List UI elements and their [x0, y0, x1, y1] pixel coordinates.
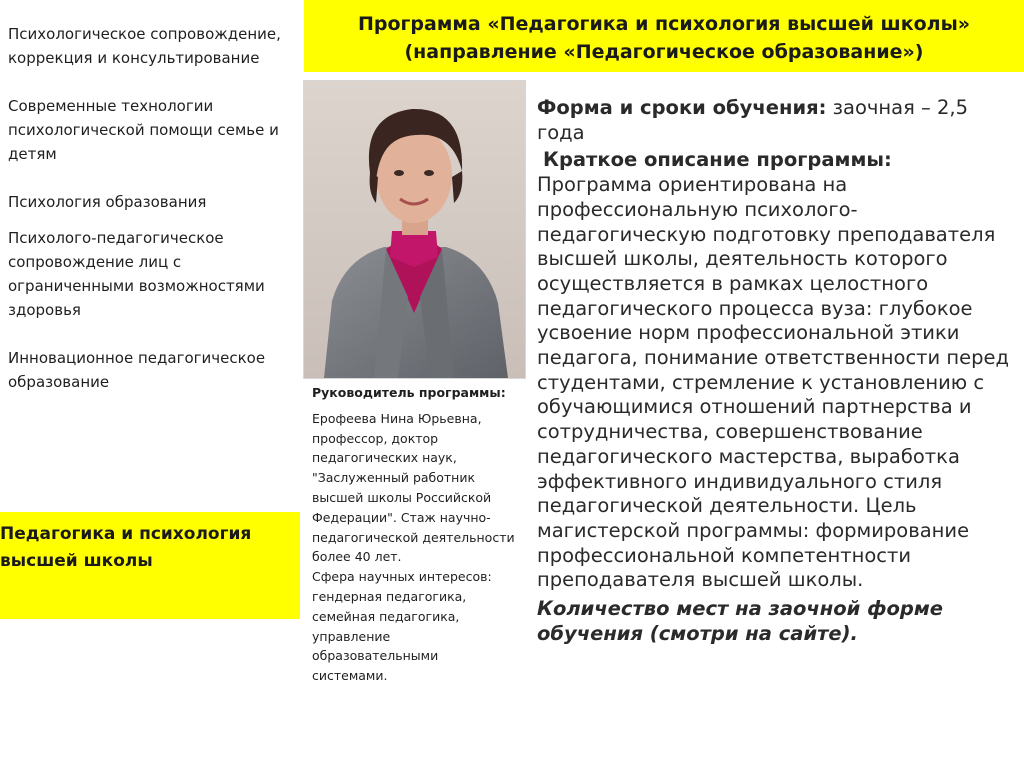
program-head-interests: Сфера научных интересов: гендерная педагогика, семейная педагогика, управление образовательными системами. — [312, 569, 492, 684]
seats-note: Количество мест на заочной форме обучения (смотри на сайте). — [537, 597, 943, 645]
program-list-item: Инновационное педагогическое образование — [8, 349, 266, 391]
current-program-highlight — [0, 512, 300, 619]
program-description — [537, 96, 1015, 646]
study-form — [537, 96, 1015, 145]
program-list-item: Психолого-педагогическое сопровождение лиц с ограниченными возможностями здоровья — [8, 229, 265, 319]
program-list-item: Психология образования — [8, 193, 207, 211]
program-list-item: Психологическое сопровождение, коррекция и консультирование — [8, 25, 281, 67]
program-head-info — [312, 383, 517, 686]
study-form-label: Форма и сроки обучения: — [537, 96, 827, 119]
program-list — [8, 22, 296, 418]
program-head-bio: Ерофеева Нина Юрьевна, профессор, доктор педагогических наук, "Заслуженный работник высшей школы Российской Федерации". Стаж научно-педагогической деятельности более 40 лет. — [312, 410, 515, 565]
study-form-value: заочная – 2,5 года — [537, 96, 968, 144]
program-list-item: Современные технологии психологической помощи семье и детям — [8, 97, 279, 163]
title-line-direction: (направление «Педагогическое образование») — [404, 41, 924, 63]
current-program-label: Педагогика и психология высшей школы — [0, 524, 252, 571]
description-text: Программа ориентирована на профессиональную психолого-педагогическую подготовку преподавателя высшей школы, деятельность которого осуществляется в рамках целостного педагогического процесса вуза: глубокое усвоение норм профессиональной этики педагога, понимание ответственности перед студентами, стремление к установлению с обучающимися отношений партнерства и сотрудничества, совершенствование педагогического мастерства, выработка эффективного индивидуального стиля педагогической деятельности. Цель магистерской программы: формирование профессиональной компетентности преподавателя высшей школы. — [537, 173, 1010, 592]
program-head-label: Руководитель программы: — [312, 385, 506, 400]
slide-title — [304, 0, 1024, 72]
description-heading: Краткое описание программы: — [543, 148, 892, 172]
title-line-program: Программа «Педагогика и психология высшей школы» — [357, 13, 971, 35]
program-head-photo — [303, 80, 526, 379]
